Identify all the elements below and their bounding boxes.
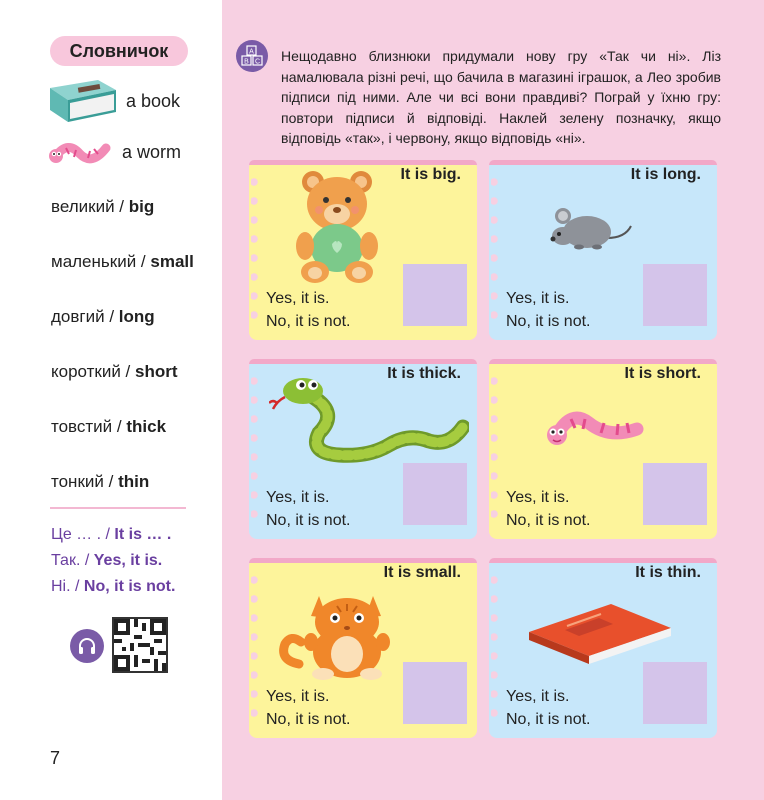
card-caption: It is small. [383, 564, 461, 581]
card-thick [249, 359, 477, 539]
sticker-box[interactable] [643, 463, 707, 525]
sticker-box[interactable] [403, 463, 467, 525]
phrase-en: It is … . [114, 526, 172, 543]
qr-code[interactable] [112, 617, 168, 673]
card-holes [491, 176, 503, 326]
vocab-word-worm: a worm [122, 141, 182, 162]
book-icon [48, 76, 118, 126]
cat-icon [275, 586, 405, 680]
vocab-ua: маленький / [51, 252, 146, 271]
vocab-pair-big [51, 197, 154, 217]
worm-icon [545, 399, 645, 453]
answer-no: No, it is not. [506, 512, 591, 529]
card-holes [251, 176, 263, 326]
vocab-pair-short [51, 362, 178, 382]
phrase-ua: Ні. / [51, 578, 80, 595]
card-edge [249, 558, 477, 563]
mouse-icon [547, 204, 633, 254]
card-holes [251, 375, 263, 525]
vocab-ua: короткий / [51, 362, 131, 381]
teddy-bear-icon [289, 166, 385, 286]
sticker-box[interactable] [403, 264, 467, 326]
card-holes [251, 574, 263, 724]
phrase-en: Yes, it is. [93, 552, 163, 569]
sticker-box[interactable] [643, 662, 707, 724]
vocab-en: big [128, 197, 155, 216]
worm-icon [48, 136, 114, 168]
svg-text:B: B [244, 58, 249, 66]
answer-yes: Yes, it is. [506, 290, 570, 307]
page-number: 7 [50, 748, 61, 768]
phrase-no [51, 578, 175, 596]
snake-icon [269, 375, 469, 467]
vocab-ua: тонкий / [51, 472, 114, 491]
sticker-box[interactable] [403, 662, 467, 724]
vocab-divider [50, 507, 186, 509]
vocab-pair-small [51, 252, 194, 272]
card-holes [491, 375, 503, 525]
svg-text:C: C [254, 58, 261, 66]
answer-no: No, it is not. [266, 711, 351, 728]
vocab-pair-long [51, 307, 155, 327]
phrase-ua: Так. / [51, 552, 90, 569]
vocabulary-title: Словничок [50, 36, 188, 66]
vocab-ua: великий / [51, 197, 125, 216]
answer-yes: Yes, it is. [506, 688, 570, 705]
vocab-pair-thick [51, 417, 166, 437]
phrase-ua: Це … . / [51, 526, 110, 543]
answer-no: No, it is not. [506, 313, 591, 330]
answer-yes: Yes, it is. [506, 489, 570, 506]
sticker-box[interactable] [643, 264, 707, 326]
card-edge [489, 160, 717, 165]
vocab-en: small [150, 252, 194, 271]
card-caption: It is short. [624, 365, 701, 382]
svg-text:A: A [249, 48, 254, 56]
card-edge [249, 160, 477, 165]
answer-yes: Yes, it is. [266, 290, 330, 307]
vocab-item-book [48, 76, 180, 126]
card-caption: It is thick. [387, 365, 461, 382]
card-holes [491, 574, 503, 724]
card-edge [249, 359, 477, 364]
vocab-ua: довгий / [51, 307, 115, 326]
card-edge [489, 359, 717, 364]
phrase-en: No, it is not. [83, 578, 176, 595]
card-thin [489, 558, 717, 738]
abc-blocks-icon [236, 40, 268, 72]
vocab-en: long [118, 307, 155, 326]
book-icon [525, 598, 675, 664]
answer-no: No, it is not. [266, 313, 351, 330]
vocab-word-book: a book [126, 90, 181, 111]
phrase-it-is [51, 526, 171, 544]
card-caption: It is long. [630, 166, 701, 183]
scalloped-edge [214, 0, 230, 800]
answer-no: No, it is not. [506, 711, 591, 728]
card-caption: It is thin. [635, 564, 701, 581]
vocab-pair-thin [51, 472, 149, 492]
vocab-en: thick [126, 417, 167, 436]
answer-no: No, it is not. [266, 512, 351, 529]
answer-yes: Yes, it is. [266, 688, 330, 705]
task-instruction: Нещодавно близнюки придумали нову гру «Так чи ні». Ліз намалювала різні речі, що бачила в магазині іграшок, а Лео зробив підписи під ними. Але чи всі вони правдиві? Пограй у їхню гру: повтори підписи й відповіді. Наклей зелену позначку, якщо відповідь «так», і червону, якщо відповідь «ні». [281, 48, 721, 146]
card-edge [489, 558, 717, 563]
card-small [249, 558, 477, 738]
vocab-en: short [135, 362, 178, 381]
headphones-icon[interactable] [70, 629, 104, 663]
answer-yes: Yes, it is. [266, 489, 330, 506]
vocab-en: thin [118, 472, 150, 491]
card-short [489, 359, 717, 539]
vocab-item-worm [48, 136, 181, 168]
phrase-yes [51, 552, 162, 570]
card-big [249, 160, 477, 340]
card-caption: It is big. [400, 166, 461, 183]
card-long [489, 160, 717, 340]
vocab-ua: товстий / [51, 417, 122, 436]
